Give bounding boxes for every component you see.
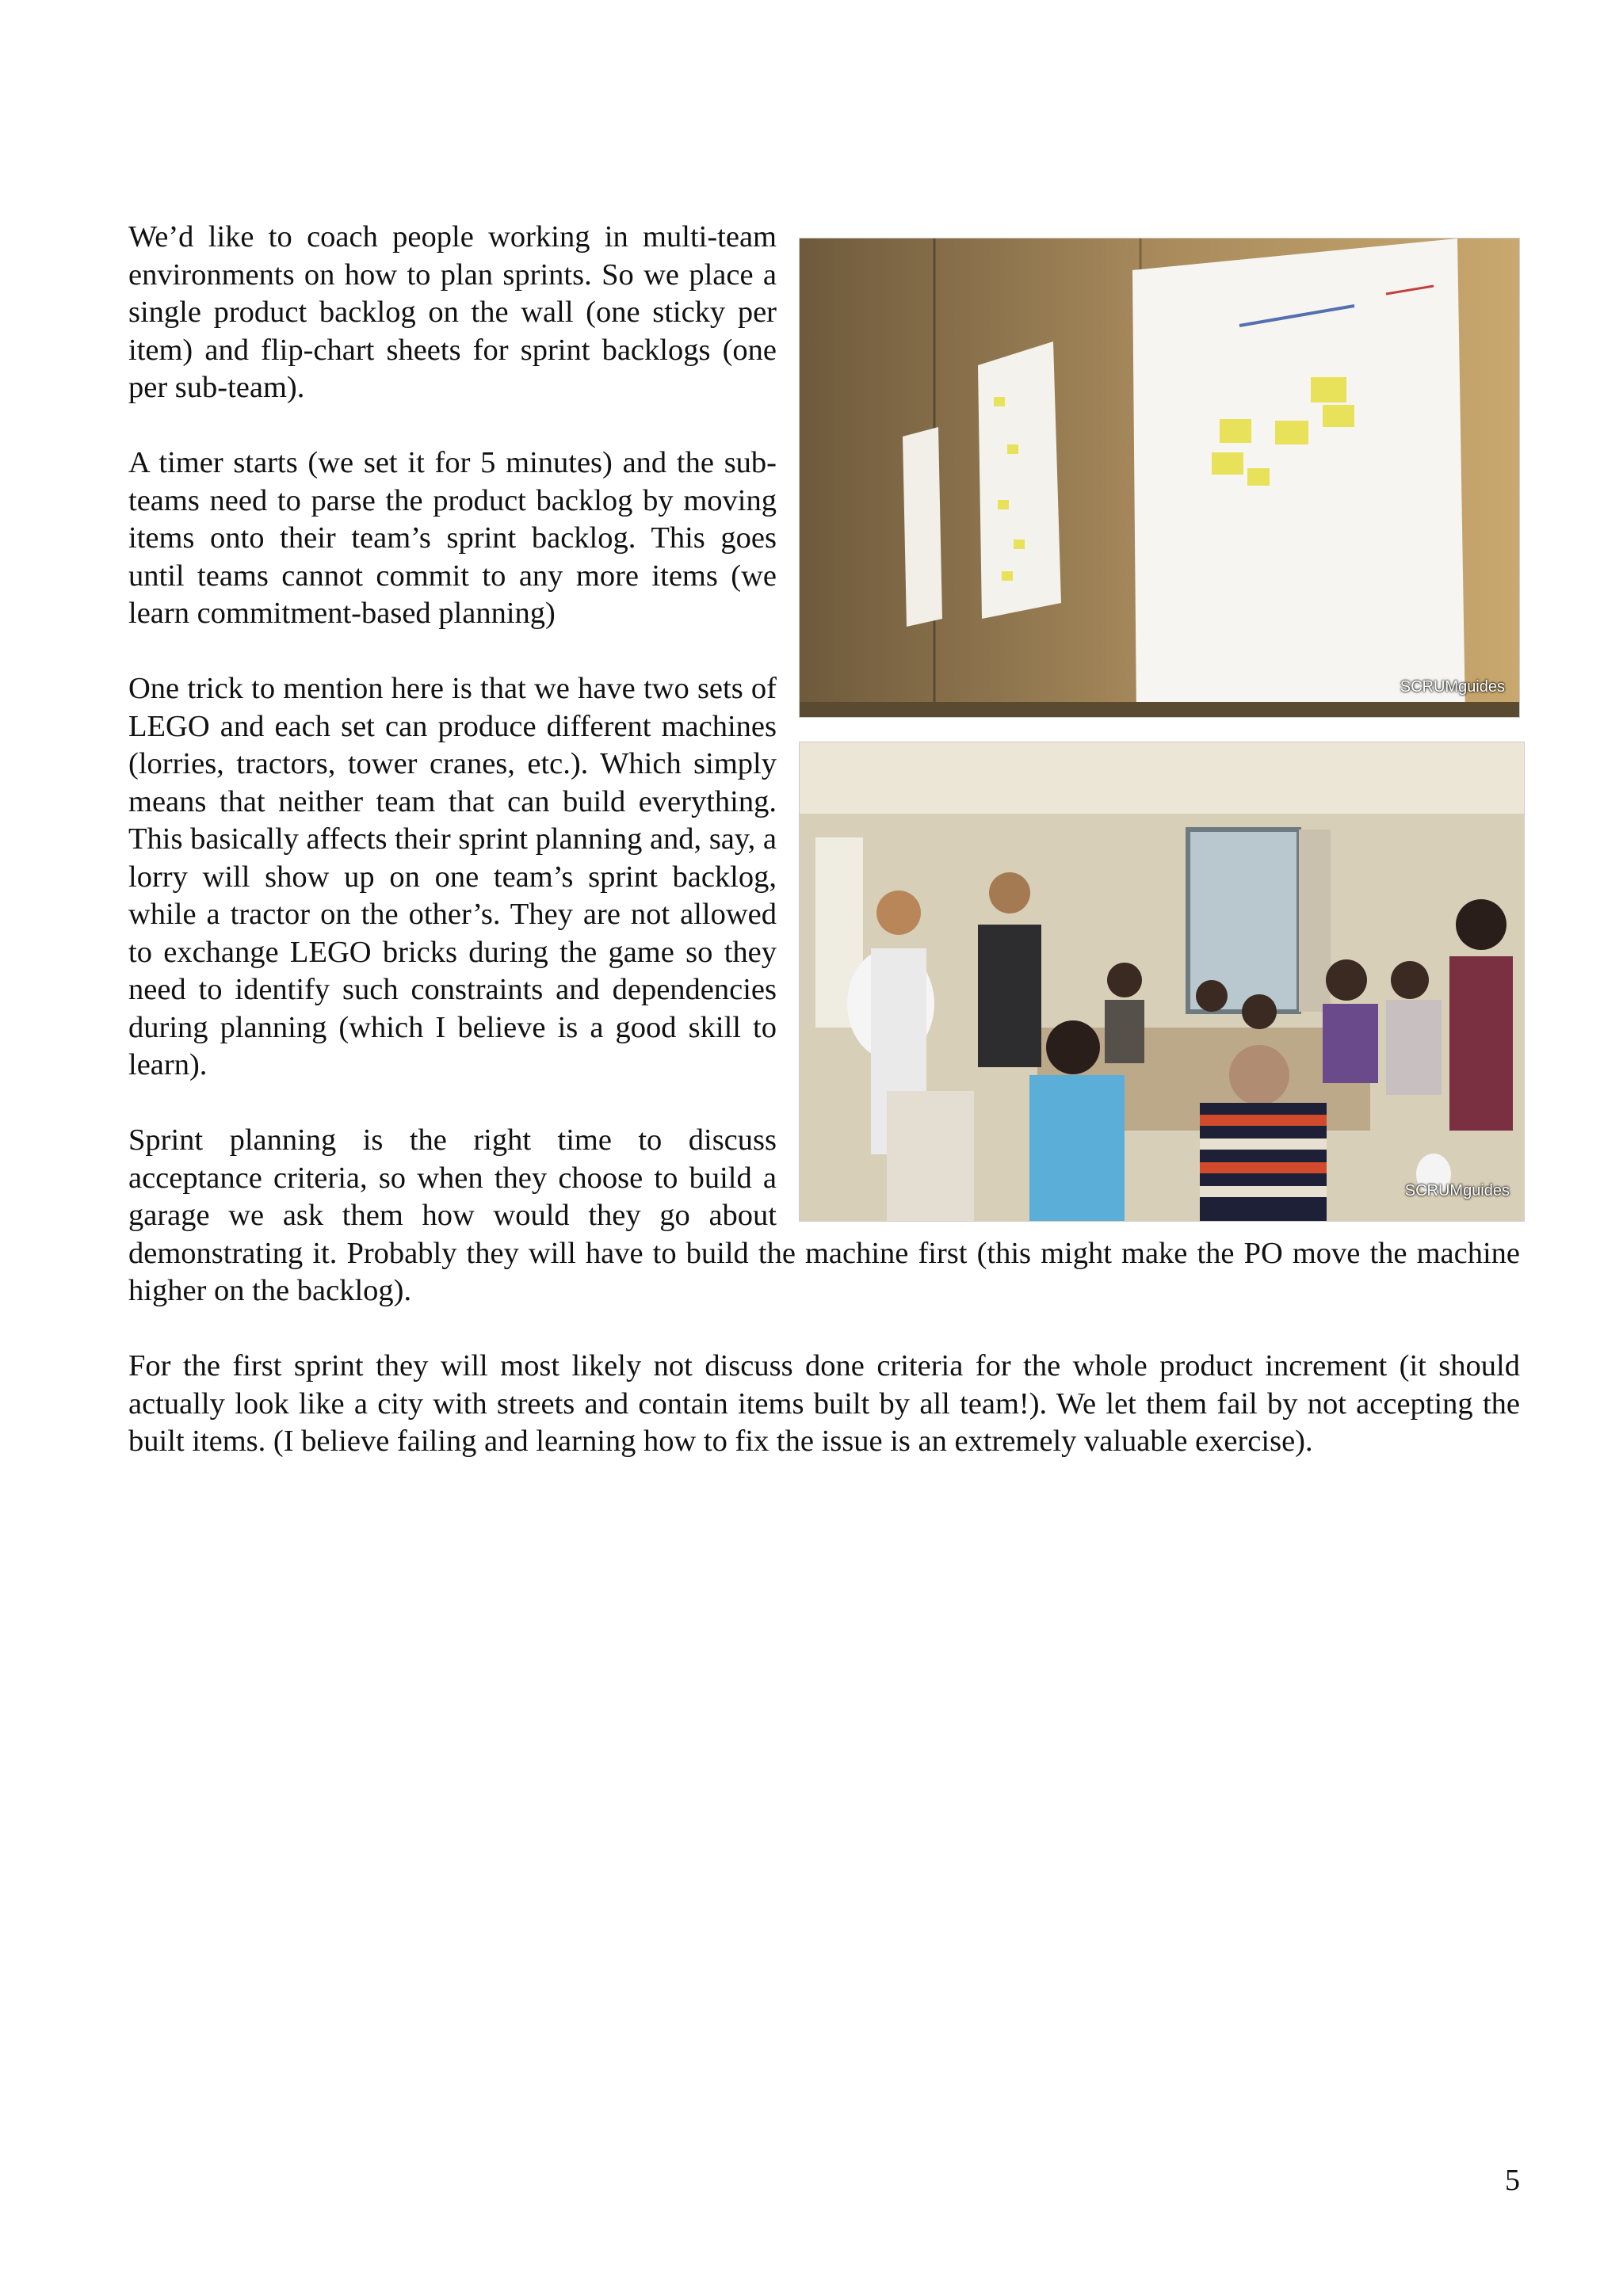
paragraph-1: We’d like to coach people working in multi-team environments on how to plan sprints. So we place a single product backlog on the wall (one sticky per item) and flip-chart sheets for sprint backlogs (one per sub-team). [128, 220, 777, 404]
page-number: 5 [1505, 2164, 1520, 2197]
photo-watermark: SCRUMguides [1400, 677, 1505, 696]
paragraph-4: Sprint planning is the right time to discuss acceptance criteria, so when they choose to build a garage we ask them how would they go about demonstrating it. Probably they will have to build the machine first (this might make the PO move the machine higher on the backlog). [128, 1123, 1520, 1307]
paragraph-5: For the first sprint they will most likely not discuss done criteria for the whole product increment (it should actually look like a city with streets and contain items built by all team!). We let them fail by not accepting the built items. (I believe failing and learning how to fix the issue is an extremely valuable exercise). [128, 1349, 1520, 1458]
team-planning-photo [799, 742, 1525, 1222]
paragraph-3: One trick to mention here is that we have two sets of LEGO and each set can produce different machines (lorries, tractors, tower cranes, etc.). Which simply means that neither team that can build everything. This basically affects their sprint planning and, say, a lorry will show up on one team’s sprint backlog, while a tractor on the other’s. They are not allowed to exchange LEGO bricks during the game so they need to identify such constraints and dependencies during planning (which I believe is a good skill to learn). [128, 672, 777, 1081]
body-text [128, 219, 1520, 1498]
paragraph-2: A timer starts (we set it for 5 minutes) and the sub-teams need to parse the product backlog by moving items onto their team’s sprint backlog. This goes until teams cannot commit to any more items (we learn commitment-based planning) [128, 446, 777, 630]
flipchart-backlog-photo [799, 238, 1520, 718]
photo-watermark: SCRUMguides [1404, 1181, 1510, 1199]
